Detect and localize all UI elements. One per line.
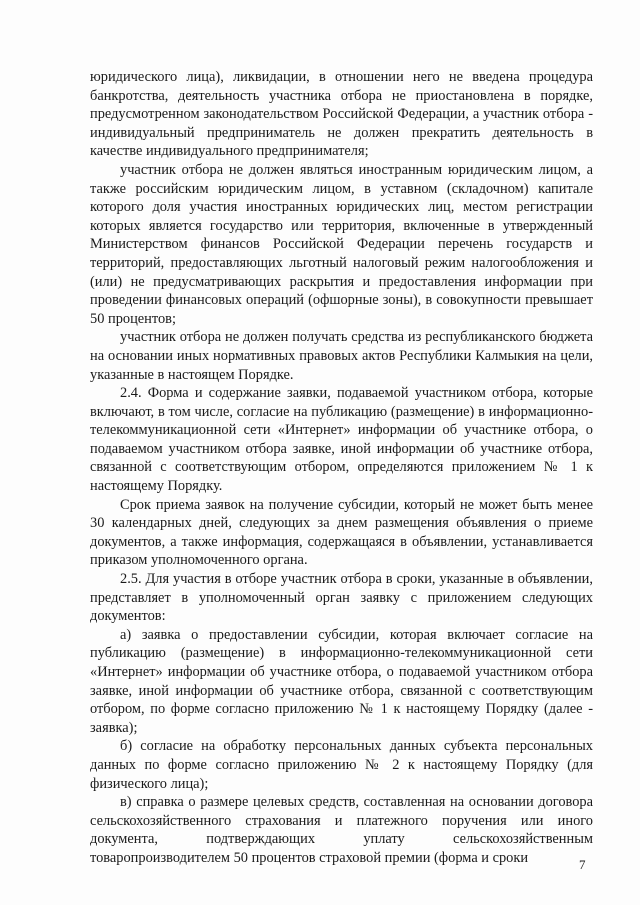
page-number: 7	[579, 857, 586, 872]
paragraph-foreign-entity-requirement: участник отбора не должен являться иностранным юридическим лицом, а также российским юридическим лицом, в уставном (складочном) капитале которого доля участия иностранных юридических лиц, местом регистрации которых является государство или территория, включенные в утвержденный Министерством финансов Российской Федерации перечень государств и территорий, предоставляющих льготный налоговый режим налогообложения и (или) не предусматривающих раскрытия и предоставления информации при проведении финансовых операций (офшорные зоны), в совокупности превышает 50 процентов;	[90, 161, 593, 327]
paragraph-2-5-participation: 2.5. Для участия в отборе участник отбора в сроки, указанные в объявлении, представляет в уполномоченный орган заявку с приложением следующих документов:	[90, 571, 593, 625]
paragraph-2-4-application-form: 2.4. Форма и содержание заявки, подаваемой участником отбора, которые включают, в том числе, согласие на публикацию (размещение) в информационно-телекоммуникационной сети «Интернет» информации об участнике отбора, о подаваемом участником отбора заявке, иной информации об участнике отбора, связанной с соответствующим отбором, определяются приложением № 1 к настоящему Порядку.	[90, 385, 593, 495]
document-body	[90, 68, 593, 868]
paragraph-item-b-consent: б) согласие на обработку персональных данных субъекта персональных данных по форме согласно приложению № 2 к настоящему Порядку (для физического лица);	[90, 738, 593, 792]
paragraph-budget-funds-requirement: участник отбора не должен получать средства из республиканского бюджета на основании иных нормативных правовых актов Республики Калмыкия на цели, указанные в настоящем Порядке.	[90, 329, 593, 383]
paragraph-legal-entity-status: юридического лица), ликвидации, в отношении него не введена процедура банкротства, деятельность участника отбора не приостановлена в порядке, предусмотренном законодательством Российской Федерации, а участник отбора - индивидуальный предприниматель не должен прекратить деятельность в качестве индивидуального предпринимателя;	[90, 69, 593, 160]
paragraph-item-v-certificate: в) справка о размере целевых средств, составленная на основании договора сельскохозяйственного страхования и платежного поручения или иного документа, подтверждающих уплату сельскохозяйственным товаропроизводителем 50 процентов страховой премии (форма и сроки	[90, 794, 593, 866]
paragraph-item-a-application: а) заявка о предоставлении субсидии, которая включает согласие на публикацию (размещение) в информационно-телекоммуникационной сети «Интернет» информации об участнике отбора, о подаваемой участником отбора заявке, иной информации об участнике отбора, связанной с соответствующим отбором, по форме согласно приложению № 1 к настоящему Порядку (далее - заявка);	[90, 626, 593, 736]
paragraph-application-deadline: Срок приема заявок на получение субсидии, который не может быть менее 30 календарных дней, следующих за днем размещения объявления о приеме документов, а также информация, содержащаяся в объявлении, устанавливается приказом уполномоченного органа.	[90, 496, 593, 569]
